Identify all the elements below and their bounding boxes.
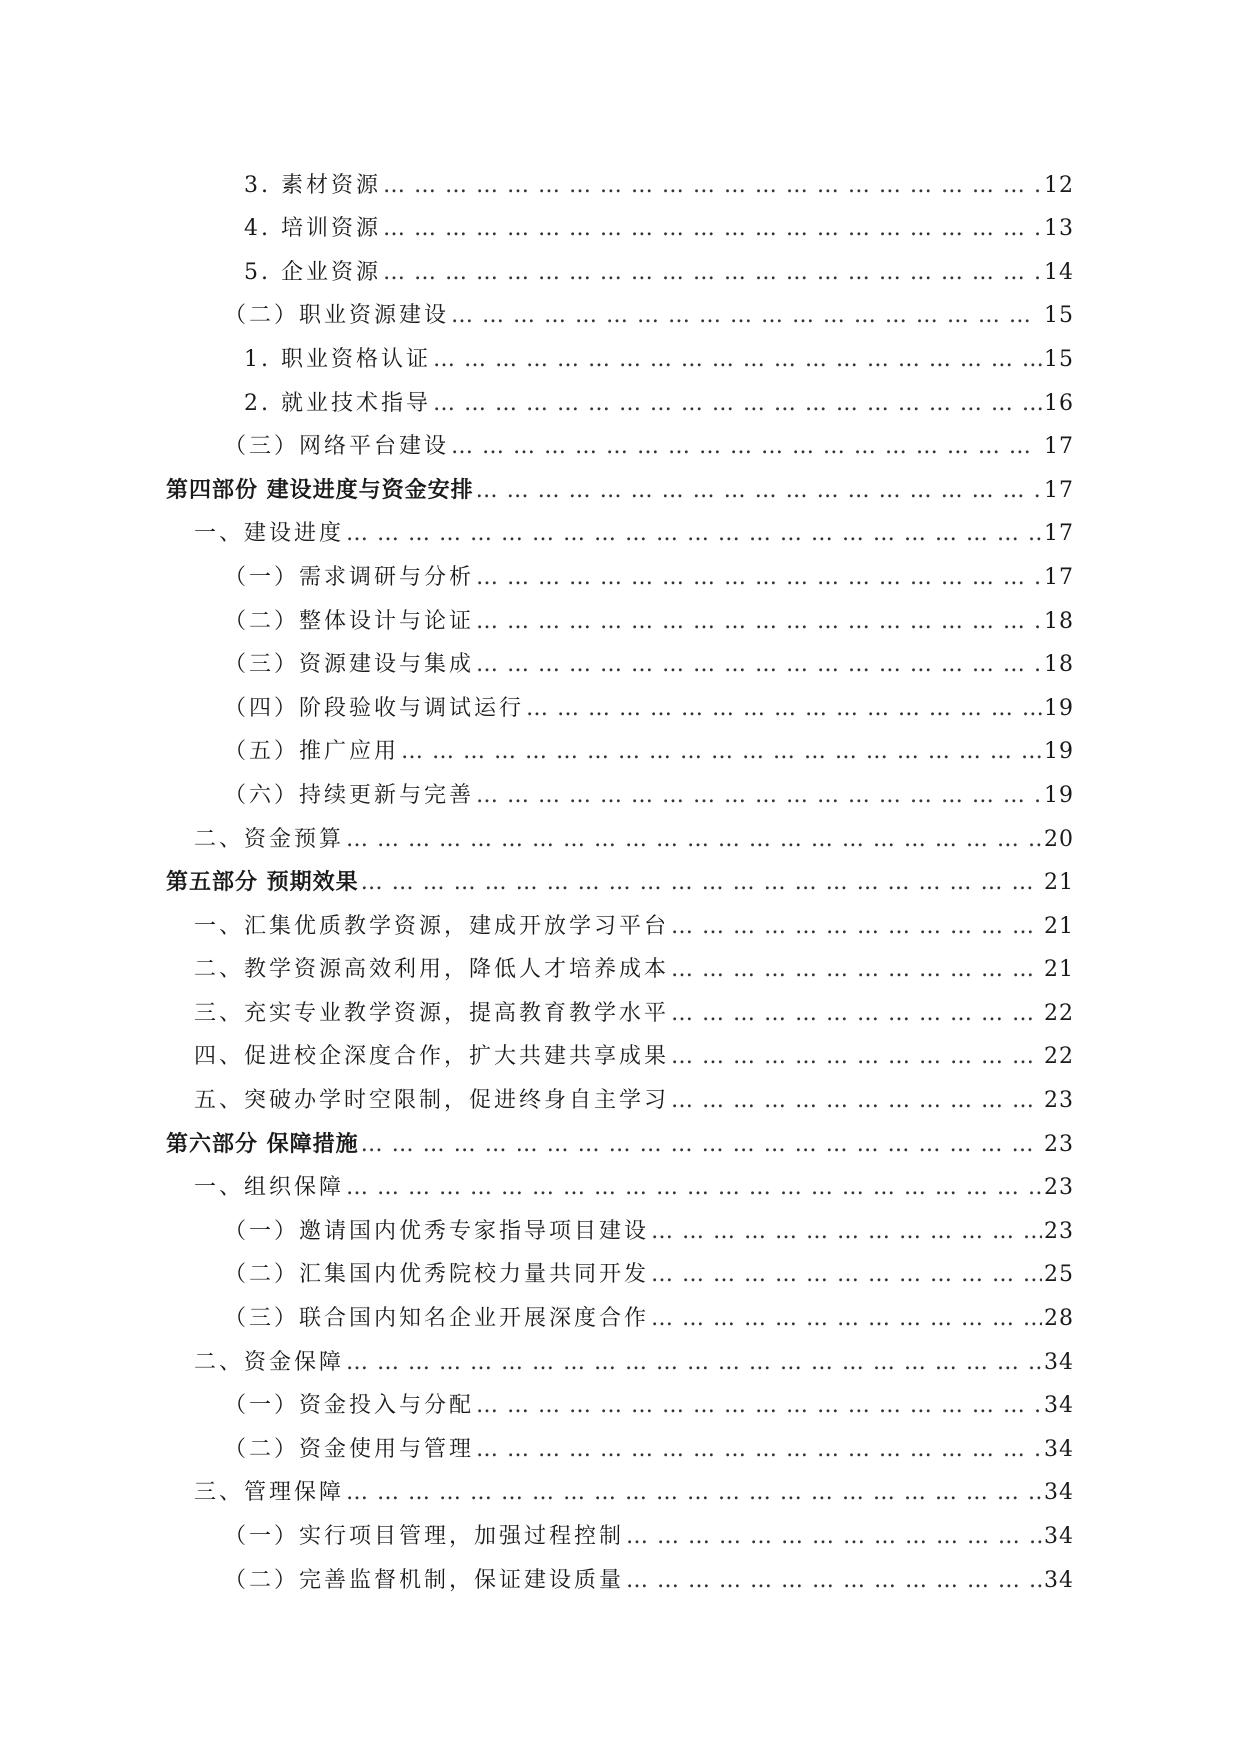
- toc-dot-leader: [346, 1349, 1042, 1377]
- toc-entry-label: 第六部分 保障措施: [166, 1131, 359, 1157]
- toc-entry-label: 四、促进校企深度合作，扩大共建共享成果: [194, 1044, 670, 1070]
- toc-dot-leader: [401, 738, 1042, 766]
- toc-dot-leader: [346, 826, 1042, 854]
- toc-dot-leader: [626, 1567, 1042, 1595]
- toc-dot-leader: [451, 433, 1042, 461]
- toc-entry[interactable]: [166, 418, 1074, 462]
- toc-entry[interactable]: [166, 1551, 1074, 1595]
- toc-entry-label: 5. 企业资源: [244, 259, 381, 285]
- toc-entry-label: （二）整体设计与论证: [224, 608, 475, 634]
- toc-page-number: 34: [1044, 1393, 1074, 1419]
- toc-entry-label: 三、管理保障: [194, 1480, 345, 1506]
- toc-entry-label: 第五部分 预期效果: [166, 870, 359, 896]
- toc-dot-leader: [671, 956, 1042, 984]
- toc-entry-label: （六）持续更新与完善: [224, 782, 475, 808]
- toc-part-heading[interactable]: [166, 1115, 1074, 1159]
- toc-entry[interactable]: [166, 1028, 1074, 1072]
- toc-dot-leader: [476, 1392, 1042, 1420]
- toc-page-number: 28: [1044, 1306, 1074, 1332]
- toc-page-number: 17: [1044, 434, 1074, 460]
- toc-entry[interactable]: [166, 243, 1074, 287]
- toc-entry[interactable]: [166, 984, 1074, 1028]
- toc-entry-label: 3. 素材资源: [244, 172, 381, 198]
- toc-dot-leader: [626, 1523, 1042, 1551]
- toc-entry-label: （二）汇集国内优秀院校力量共同开发: [224, 1262, 650, 1288]
- toc-dot-leader: [651, 1261, 1042, 1289]
- toc-entry[interactable]: [166, 1507, 1074, 1551]
- toc-entry-label: （二）职业资源建设: [224, 303, 450, 329]
- toc-entry-label: （四）阶段验收与调试运行: [224, 695, 525, 721]
- toc-page-number: 22: [1044, 1000, 1074, 1026]
- toc-entry[interactable]: [166, 374, 1074, 418]
- toc-entry-label: 二、教学资源高效利用，降低人才培养成本: [194, 957, 670, 983]
- toc-page-number: 15: [1044, 346, 1074, 372]
- toc-entry-label: 1. 职业资格认证: [244, 346, 431, 372]
- toc-entry[interactable]: [166, 505, 1074, 549]
- toc-entry-label: （三）网络平台建设: [224, 434, 450, 460]
- toc-page-number: 18: [1044, 652, 1074, 678]
- toc-dot-leader: [476, 651, 1042, 679]
- toc-entry[interactable]: [166, 679, 1074, 723]
- toc-dot-leader: [433, 390, 1042, 418]
- toc-page-number: 34: [1044, 1567, 1074, 1593]
- toc-dot-leader: [476, 1436, 1042, 1464]
- toc-dot-leader: [476, 564, 1042, 592]
- toc-entry-label: 二、资金预算: [194, 826, 345, 852]
- toc-entry-label: 五、突破办学时空限制，促进终身自主学习: [194, 1088, 670, 1114]
- toc-entry-label: 第四部份 建设进度与资金安排: [166, 477, 474, 503]
- toc-dot-leader: [476, 608, 1042, 636]
- toc-dot-leader: [346, 1479, 1042, 1507]
- toc-page-number: 18: [1044, 608, 1074, 634]
- toc-entry[interactable]: [166, 1289, 1074, 1333]
- toc-entry[interactable]: [166, 723, 1074, 767]
- toc-entry-label: （三）联合国内知名企业开展深度合作: [224, 1306, 650, 1332]
- toc-dot-leader: [346, 1174, 1042, 1202]
- toc-dot-leader: [671, 1087, 1042, 1115]
- toc-page-number: 13: [1044, 216, 1074, 242]
- toc-dot-leader: [361, 1131, 1042, 1159]
- toc-dot-leader: [671, 913, 1042, 941]
- toc-entry-label: 二、资金保障: [194, 1349, 345, 1375]
- toc-page-number: 19: [1044, 695, 1074, 721]
- toc-entry-label: 4. 培训资源: [244, 216, 381, 242]
- toc-entry[interactable]: [166, 330, 1074, 374]
- table-of-contents: [166, 156, 1074, 1595]
- toc-page-number: 14: [1044, 259, 1074, 285]
- toc-part-heading[interactable]: [166, 854, 1074, 898]
- toc-entry[interactable]: [166, 200, 1074, 244]
- toc-entry[interactable]: [166, 636, 1074, 680]
- toc-page-number: 23: [1044, 1175, 1074, 1201]
- toc-page-number: 16: [1044, 390, 1074, 416]
- toc-entry[interactable]: [166, 1202, 1074, 1246]
- toc-page-number: 20: [1044, 826, 1074, 852]
- toc-entry-label: 2. 就业技术指导: [244, 390, 431, 416]
- toc-part-heading[interactable]: [166, 461, 1074, 505]
- toc-dot-leader: [346, 520, 1042, 548]
- toc-entry-label: （二）完善监督机制，保证建设质量: [224, 1567, 625, 1593]
- toc-page-number: 21: [1044, 957, 1074, 983]
- toc-entry-label: 一、汇集优质教学资源，建成开放学习平台: [194, 913, 670, 939]
- toc-page-number: 19: [1044, 739, 1074, 765]
- toc-dot-leader: [383, 215, 1042, 243]
- toc-entry-label: （三）资源建设与集成: [224, 652, 475, 678]
- toc-page-number: 23: [1044, 1218, 1074, 1244]
- toc-entry[interactable]: [166, 766, 1074, 810]
- toc-entry-label: （一）资金投入与分配: [224, 1393, 475, 1419]
- toc-page-number: 34: [1044, 1436, 1074, 1462]
- toc-entry[interactable]: [166, 287, 1074, 331]
- toc-dot-leader: [383, 259, 1042, 287]
- toc-dot-leader: [383, 172, 1042, 200]
- toc-dot-leader: [476, 477, 1042, 505]
- toc-entry[interactable]: [166, 1377, 1074, 1421]
- toc-dot-leader: [671, 1043, 1042, 1071]
- toc-dot-leader: [361, 869, 1042, 897]
- toc-dot-leader: [526, 695, 1042, 723]
- toc-entry[interactable]: [166, 592, 1074, 636]
- toc-entry[interactable]: [166, 1071, 1074, 1115]
- toc-page-number: 19: [1044, 782, 1074, 808]
- toc-entry-label: （一）邀请国内优秀专家指导项目建设: [224, 1218, 650, 1244]
- toc-entry[interactable]: [166, 548, 1074, 592]
- toc-page-number: 23: [1044, 1131, 1074, 1157]
- toc-entry[interactable]: [166, 1333, 1074, 1377]
- toc-page-number: 17: [1044, 521, 1074, 547]
- toc-entry-label: 一、建设进度: [194, 521, 345, 547]
- toc-page-number: 21: [1044, 913, 1074, 939]
- toc-entry[interactable]: [166, 1159, 1074, 1203]
- toc-page-number: 15: [1044, 303, 1074, 329]
- toc-entry[interactable]: [166, 897, 1074, 941]
- toc-entry[interactable]: [166, 156, 1074, 200]
- toc-entry[interactable]: [166, 1246, 1074, 1290]
- toc-page-number: 34: [1044, 1480, 1074, 1506]
- toc-dot-leader: [433, 346, 1042, 374]
- toc-entry[interactable]: [166, 810, 1074, 854]
- toc-entry[interactable]: [166, 1420, 1074, 1464]
- toc-page-number: 22: [1044, 1044, 1074, 1070]
- toc-dot-leader: [451, 302, 1042, 330]
- toc-entry-label: （一）需求调研与分析: [224, 564, 475, 590]
- toc-page-number: 21: [1044, 870, 1074, 896]
- toc-entry-label: （五）推广应用: [224, 739, 400, 765]
- toc-page-number: 17: [1044, 564, 1074, 590]
- toc-page-number: 23: [1044, 1088, 1074, 1114]
- toc-dot-leader: [651, 1305, 1042, 1333]
- toc-entry-label: （二）资金使用与管理: [224, 1436, 475, 1462]
- toc-entry[interactable]: [166, 1464, 1074, 1508]
- toc-dot-leader: [671, 1000, 1042, 1028]
- toc-page-number: 25: [1044, 1262, 1074, 1288]
- toc-entry-label: （一）实行项目管理，加强过程控制: [224, 1524, 625, 1549]
- toc-page-number: 12: [1044, 172, 1074, 198]
- toc-page-number: 34: [1044, 1524, 1074, 1549]
- toc-dot-leader: [651, 1218, 1042, 1246]
- toc-entry-label: 一、组织保障: [194, 1175, 345, 1201]
- toc-dot-leader: [476, 782, 1042, 810]
- toc-page-number: 17: [1044, 477, 1074, 503]
- toc-entry-label: 三、充实专业教学资源，提高教育教学水平: [194, 1000, 670, 1026]
- toc-page-number: 34: [1044, 1349, 1074, 1375]
- toc-entry[interactable]: [166, 941, 1074, 985]
